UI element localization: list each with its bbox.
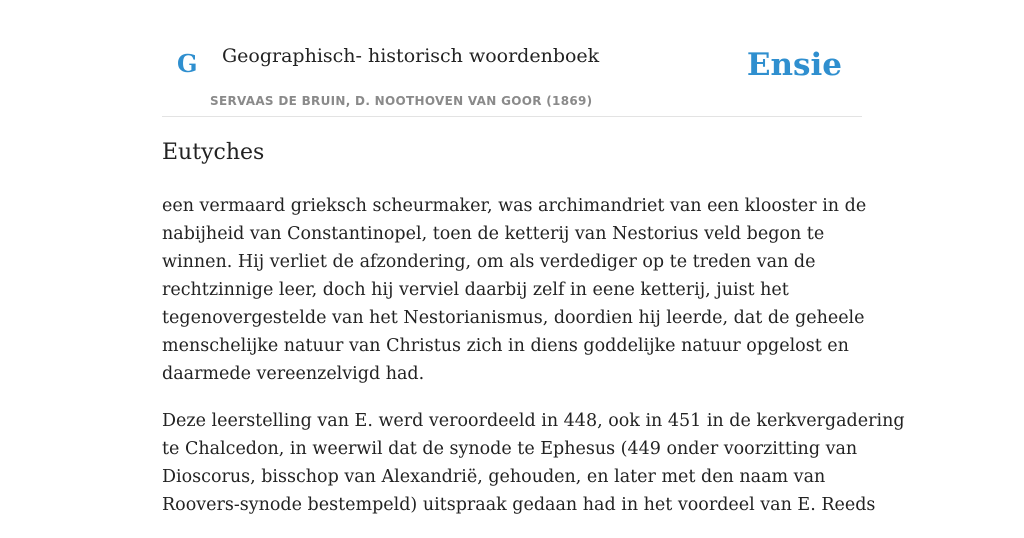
entry-body <box>162 192 905 538</box>
entry-paragraph <box>162 407 905 519</box>
header <box>162 0 862 117</box>
ensie-logo-link[interactable]: Ensie <box>746 47 842 83</box>
book-authors: SERVAAS DE BRUIN, D. NOOTHOVEN VAN GOOR (1869) <box>210 94 593 108</box>
text-line: een vermaard grieksch scheurmaker, was archimandriet van een klooster in de <box>162 196 867 216</box>
book-title-link[interactable]: Geographisch- historisch woordenboek <box>222 45 600 67</box>
text-line: Roovers-synode bestempeld) uitspraak gedaan had in het voordeel van E. Reeds <box>162 495 876 515</box>
book-logo-icon[interactable]: G <box>177 49 198 78</box>
text-line: daarmede vereenzelvigd had. <box>162 364 425 384</box>
page <box>162 0 905 515</box>
text-line: Deze leerstelling van E. werd veroordeeld in 448, ook in 451 in de kerkvergadering <box>162 411 905 431</box>
text-line: winnen. Hij verliet de afzondering, om als verdediger op te treden van de <box>162 252 816 272</box>
text-line: tegenovergestelde van het Nestorianismus, doordien hij leerde, dat de geheele <box>162 308 865 328</box>
text-line: Dioscorus, bisschop van Alexandrië, gehouden, en later met den naam van <box>162 467 826 487</box>
text-line: menschelijke natuur van Christus zich in diens goddelijke natuur opgelost en <box>162 336 849 356</box>
text-line: nabijheid van Constantinopel, toen de ketterij van Nestorius veld begon te <box>162 224 825 244</box>
entry-paragraph <box>162 192 867 388</box>
text-line: rechtzinnige leer, doch hij verviel daarbij zelf in eene ketterij, juist het <box>162 280 789 300</box>
entry-title: Eutyches <box>162 140 265 165</box>
text-line: te Chalcedon, in weerwil dat de synode te Ephesus (449 onder voorzitting van <box>162 439 858 459</box>
